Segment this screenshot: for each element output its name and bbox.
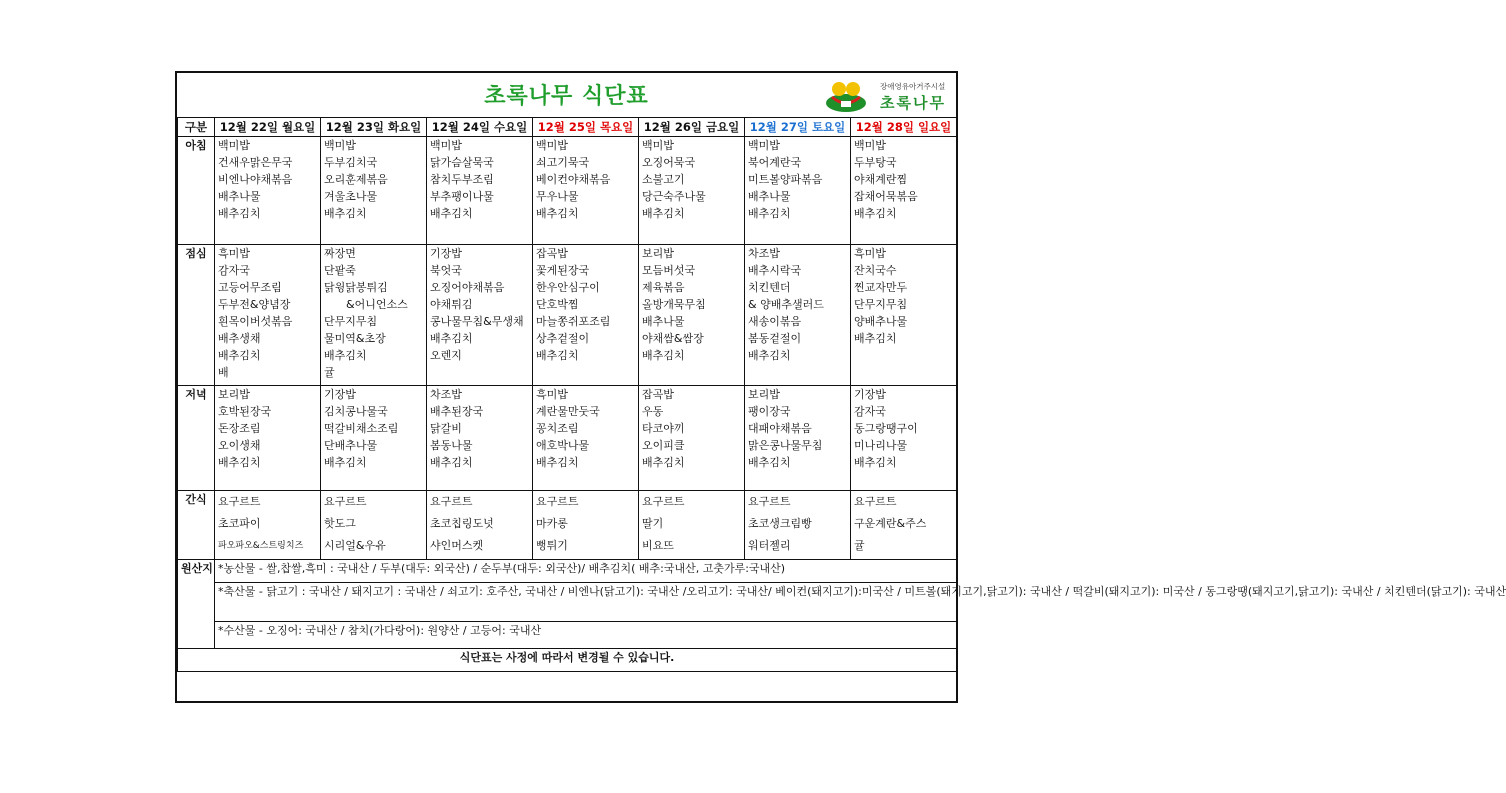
meal-label-breakfast: 아침 [178,137,215,245]
lunch-cell-day-1 [321,245,427,386]
menu-item: 비엔나야채볶음 [218,173,293,186]
page-title: 초록나무 식단표 [484,84,649,109]
menu-item: 두부탕국 [854,156,897,169]
day-header-3: 12월 25일 목요일 [533,118,639,137]
logo-subtitle: 장애영유아거주시설 [880,82,946,91]
menu-item: 뻥튀기 [536,539,568,552]
day-header-4: 12월 26일 금요일 [639,118,745,137]
menu-item: 요구르트 [642,495,685,508]
breakfast-cell-day-0 [215,137,321,245]
menu-item: 백미밥 [748,139,780,152]
menu-sheet [175,71,1506,703]
logo-name: 초록나무 [880,94,946,112]
origin-row-livestock [178,583,957,622]
menu-item: 배추시락국 [748,264,802,277]
menu-item: 백미밥 [218,139,250,152]
menu-item: 배추김치 [218,456,261,469]
menu-item: 배추김치 [642,456,685,469]
day-header-6: 12월 28일 일요일 [851,118,957,137]
menu-item: 귤 [854,539,865,552]
menu-item: 오이생채 [218,439,261,452]
menu-item: 배추김치 [642,207,685,220]
menu-item: 백미밥 [642,139,674,152]
dinner-cell-day-0 [215,386,321,491]
menu-item: 배추김치 [536,456,579,469]
menu-item: 닭가슴살묵국 [430,156,494,169]
menu-item: 배추나물 [218,190,261,203]
menu-item: 배추김치 [218,207,261,220]
dinner-cell-day-6 [851,386,957,491]
menu-item: 무우나물 [536,190,579,203]
menu-item: 오징어묵국 [642,156,696,169]
menu-item: 차조밥 [748,247,780,260]
menu-item: 올방개묵무침 [642,298,706,311]
menu-item: 치킨텐더 [748,281,791,294]
menu-item: 배추김치 [854,456,897,469]
menu-item: 오이피클 [642,439,685,452]
menu-item: 백미밥 [324,139,356,152]
menu-item: 초코생크림빵 [748,517,812,530]
menu-item: 배추김치 [218,349,261,362]
menu-item: 배추김치 [430,332,473,345]
menu-item: 배추나물 [748,190,791,203]
menu-table [177,117,1506,672]
menu-item: 파오파오&스트링치즈 [218,541,304,551]
menu-item: 부추팽이나물 [430,190,494,203]
menu-item: 배추김치 [748,456,791,469]
menu-item: 잡곡밥 [536,247,568,260]
snack-cell-day-6 [851,491,957,560]
menu-item: 야채쌈&쌈장 [642,332,704,345]
lunch-cell-day-3 [533,245,639,386]
snack-cell-day-5 [745,491,851,560]
menu-item: 양배추나물 [854,315,908,328]
menu-item: 모듬버섯국 [642,264,696,277]
lunch-cell-day-0 [215,245,321,386]
menu-item: 제육볶음 [642,281,685,294]
breakfast-cell-day-5 [745,137,851,245]
day-header-row [178,118,957,137]
menu-item: 흑미밥 [536,388,568,401]
menu-item: 초코칩링도넛 [430,517,494,530]
origin-agri: *농산물 - 쌀,찹쌀,흑미 : 국내산 / 두부(대두: 외국산) / 순두부(대두: 외국산)/ 배추김치( 배추:국내산, 고춧가루:국내산) [215,560,957,583]
menu-item: 요구르트 [430,495,473,508]
snack-cell-day-1 [321,491,427,560]
lunch-cell-day-6 [851,245,957,386]
menu-item: 오징어야채볶음 [430,281,505,294]
dinner-cell-day-4 [639,386,745,491]
breakfast-cell-day-2 [427,137,533,245]
menu-item: 소불고기 [642,173,685,186]
menu-item: 배추김치 [748,207,791,220]
menu-item: 팽이장국 [748,405,791,418]
menu-item: 배추김치 [430,456,473,469]
menu-item: 상추겉절이 [536,332,590,345]
menu-item: 백미밥 [430,139,462,152]
menu-item: 오렌지 [430,349,462,362]
menu-item: &어니언소스 [324,298,408,311]
menu-item: 북엇국 [430,264,462,277]
origin-label: 원산지 [178,560,215,649]
menu-item: 잡채어묵볶음 [854,190,918,203]
title-row [177,73,956,118]
dinner-cell-day-3 [533,386,639,491]
menu-item: 비요뜨 [642,539,674,552]
menu-item: 북어계란국 [748,156,802,169]
menu-item: 요구르트 [218,495,261,508]
menu-item: 두부김치국 [324,156,378,169]
menu-item: 물미역&초장 [324,332,386,345]
menu-item: 요구르트 [536,495,579,508]
origin-row-seafood [178,622,957,649]
menu-item: 맑은콩나물무침 [748,439,823,452]
menu-item: 봄동겉절이 [748,332,802,345]
meal-label-dinner: 저녁 [178,386,215,491]
menu-item: 마카롱 [536,517,568,530]
menu-item: 닭갈비 [430,422,462,435]
menu-item: 단호박찜 [536,298,579,311]
menu-item: 마늘쫑쥐포조림 [536,315,611,328]
menu-item: 시리얼&우유 [324,539,386,552]
snack-cell-day-4 [639,491,745,560]
menu-item: 기장밥 [430,247,462,260]
tree-logo-icon [824,79,868,113]
menu-item: 꽁치조림 [536,422,579,435]
menu-item: 차조밥 [430,388,462,401]
notice-row [178,649,957,672]
menu-item: 고등어무조림 [218,281,282,294]
snack-cell-day-2 [427,491,533,560]
menu-item: 귤 [324,366,335,379]
menu-item: 백미밥 [854,139,886,152]
lunch-row [178,245,957,386]
menu-item: 단무지무침 [854,298,908,311]
menu-item: 미트볼양파볶음 [748,173,823,186]
menu-item: & 양배추샐러드 [748,298,824,311]
menu-item: 배추김치 [324,207,367,220]
menu-item: 요구르트 [854,495,897,508]
menu-item: 배 [218,366,229,379]
menu-item: 배추생채 [218,332,261,345]
menu-item: 김치콩나물국 [324,405,388,418]
meal-label-snack: 간식 [178,491,215,560]
menu-item: 배추김치 [324,456,367,469]
day-header-2: 12월 24일 수요일 [427,118,533,137]
menu-item: 계란물만둣국 [536,405,600,418]
dinner-cell-day-2 [427,386,533,491]
breakfast-cell-day-3 [533,137,639,245]
menu-item: 떡갈비채소조림 [324,422,399,435]
menu-item: 배추된장국 [430,405,484,418]
menu-item: 흑미밥 [218,247,250,260]
menu-item: 동그랑땡구이 [854,422,918,435]
menu-item: 배추김치 [430,207,473,220]
breakfast-cell-day-1 [321,137,427,245]
menu-item: 보리밥 [218,388,250,401]
menu-item: 흑미밥 [854,247,886,260]
menu-item: 워터젤리 [748,539,791,552]
menu-item: 닭윙닭봉튀김 [324,281,388,294]
menu-item: 배추김치 [854,332,897,345]
menu-item: 미나리나물 [854,439,908,452]
menu-item: 야채계란찜 [854,173,908,186]
menu-item: 베이컨야채볶음 [536,173,611,186]
menu-item: 단배추나물 [324,439,378,452]
menu-item: 호박된장국 [218,405,272,418]
meal-label-lunch: 점심 [178,245,215,386]
origin-livestock: *축산물 - 닭고기 : 국내산 / 돼지고기 : 국내산 / 쇠고기: 호주산, 국내산 / 비엔나(닭고기): 국내산 /오리고기: 국내산/ 베이컨(돼지고기):미국산 / 미트볼(돼지고기,닭고기): 국내산 / 떡갈비(돼지고기): 미국산 / 동그랑땡(돼지고기,닭고기): 국내산 / 치킨텐더(닭고기): 국내산 [215,583,957,622]
menu-item: 보리밥 [642,247,674,260]
dinner-cell-day-1 [321,386,427,491]
menu-item: 흰목이버섯볶음 [218,315,293,328]
corner-label: 구분 [178,118,215,137]
menu-item: 한우안심구이 [536,281,600,294]
dinner-row [178,386,957,491]
menu-item: 당근숙주나물 [642,190,706,203]
menu-item: 봄동나물 [430,439,473,452]
menu-item: 쇠고기묵국 [536,156,590,169]
menu-item: 요구르트 [748,495,791,508]
menu-item: 배추김치 [748,349,791,362]
lunch-cell-day-2 [427,245,533,386]
menu-item: 애호박나물 [536,439,590,452]
menu-item: 야채튀김 [430,298,473,311]
lunch-cell-day-5 [745,245,851,386]
menu-item: 구운계란&주스 [854,517,927,530]
snack-cell-day-3 [533,491,639,560]
menu-item: 잔치국수 [854,264,897,277]
menu-item: 잡곡밥 [642,388,674,401]
menu-item: 백미밥 [536,139,568,152]
dinner-cell-day-5 [745,386,851,491]
menu-item: 단팥죽 [324,264,356,277]
menu-item: 배추김치 [642,349,685,362]
menu-item: 짜장면 [324,247,356,260]
day-header-1: 12월 23일 화요일 [321,118,427,137]
snack-row [178,491,957,560]
menu-item: 꽃게된장국 [536,264,590,277]
menu-item: 배추김치 [324,349,367,362]
menu-item: 참치두부조림 [430,173,494,186]
menu-item: 우동 [642,405,664,418]
origin-row-agri [178,560,957,583]
menu-item: 초코파이 [218,517,261,530]
day-header-0: 12월 22일 월요일 [215,118,321,137]
menu-item: 단무지무침 [324,315,378,328]
menu-item: 요구르트 [324,495,367,508]
breakfast-row [178,137,957,245]
breakfast-cell-day-4 [639,137,745,245]
menu-item: 타코야끼 [642,422,685,435]
menu-item: 감자국 [218,264,250,277]
menu-item: 기장밥 [854,388,886,401]
menu-item: 배추김치 [854,207,897,220]
menu-item: 보리밥 [748,388,780,401]
menu-item: 돈장조림 [218,422,261,435]
menu-item: 배추나물 [642,315,685,328]
menu-item: 새송이볶음 [748,315,802,328]
menu-item: 핫도그 [324,517,356,530]
menu-item: 기장밥 [324,388,356,401]
breakfast-cell-day-6 [851,137,957,245]
menu-item: 딸기 [642,517,664,530]
logo [824,79,950,113]
lunch-cell-day-4 [639,245,745,386]
menu-item: 배추김치 [536,207,579,220]
origin-seafood: *수산물 - 오징어: 국내산 / 참치(가다랑어): 원양산 / 고등어: 국내산 [215,622,957,649]
menu-item: 겨울초나물 [324,190,378,203]
menu-item: 배추김치 [536,349,579,362]
menu-item: 샤인머스켓 [430,539,484,552]
menu-item: 오리훈제볶음 [324,173,388,186]
day-header-5: 12월 27일 토요일 [745,118,851,137]
menu-item: 콩나물무침&무생채 [430,315,524,328]
menu-item: 두부전&양념장 [218,298,291,311]
menu-item: 건새우맑은무국 [218,156,293,169]
menu-item: 찐교자만두 [854,281,908,294]
menu-item: 감자국 [854,405,886,418]
notice-text: 식단표는 사정에 따라서 변경될 수 있습니다. [178,649,957,672]
snack-cell-day-0 [215,491,321,560]
menu-item: 대패야채볶음 [748,422,812,435]
